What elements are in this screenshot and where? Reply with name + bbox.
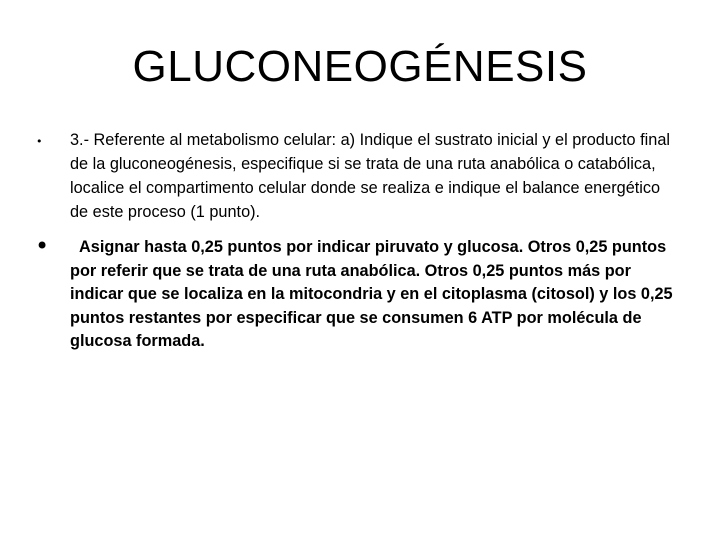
bullet-marker: • — [35, 232, 50, 260]
answer-text-content: Asignar hasta 0,25 puntos por indicar piruvato y glucosa. Otros 0,25 puntos por referir que se trata de una ruta anabólica. Otros 0,25 puntos más por indicar que se localiza en la mitocondria y en el citoplasma (citosol) y los 0,25 puntos restantes por especificar que se consumen 6 ATP por molécula de glucosa formada. — [70, 238, 673, 350]
answer-text — [70, 236, 680, 354]
question-text: 3.- Referente al metabolismo celular: a) Indique el sustrato inicial y el producto final de la gluconeogénesis, especifique si se trata de una ruta anabólica o catabólica, localice el compartimento celular donde se realiza e indique el balance energético de este proceso (1 punto). — [70, 131, 670, 221]
bullet-marker: • — [36, 135, 43, 148]
slide-title: GLUCONEOGÉNESIS — [132, 42, 588, 91]
